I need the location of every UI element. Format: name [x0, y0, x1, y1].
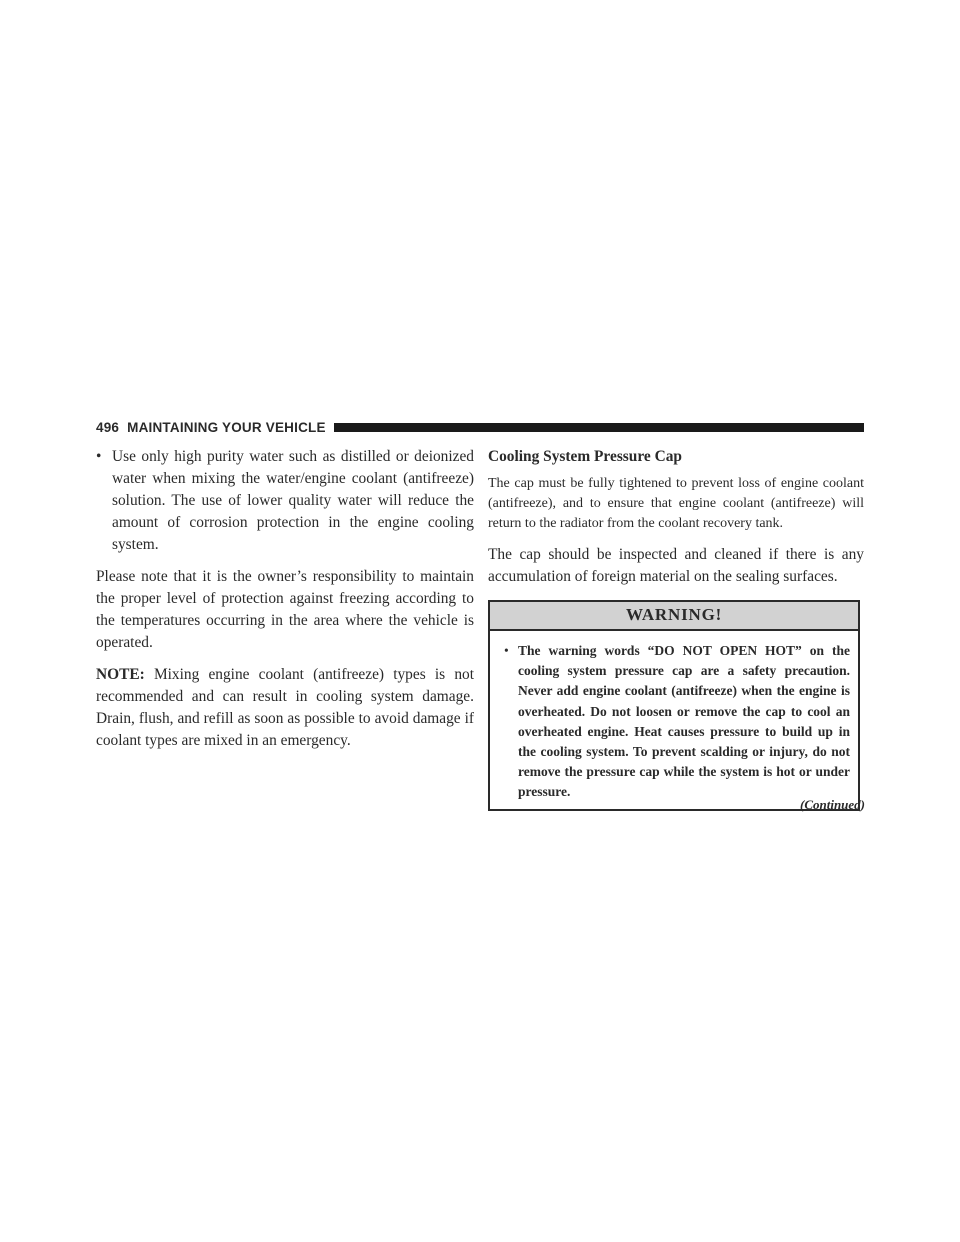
bullet-item	[96, 446, 474, 556]
responsibility-paragraph: Please note that it is the owner’s responsibility to maintain the proper level of protection against freezing according to the temperatures occurring in the area where the vehicle is operated.	[96, 568, 474, 651]
inspect-paragraph: The cap should be inspected and cleaned if there is any accumulation of foreign material on the sealing surfaces.	[488, 546, 864, 585]
bullet-icon: •	[504, 643, 509, 658]
continued-label: (Continued)	[800, 797, 866, 812]
note-paragraph	[96, 664, 474, 752]
bullet-text: Use only high purity water such as distilled or deionized water when mixing the water/engine coolant (antifreeze) solution. The use of lower quality water will reduce the amount of corrosion protection in the engine cooling system.	[112, 448, 474, 553]
bullet-icon: •	[96, 448, 102, 465]
right-column	[488, 446, 864, 811]
section-title: MAINTAINING YOUR VEHICLE	[127, 419, 326, 435]
warning-title: WARNING!	[490, 602, 858, 631]
cap-paragraph: The cap must be fully tightened to prevent loss of engine coolant (antifreeze), and to ensure that engine coolant (antifreeze) will return to the radiator from the coolant recovery tank.	[488, 476, 864, 531]
warning-item	[504, 641, 850, 803]
warning-text: The warning words “DO NOT OPEN HOT” on the cooling system pressure cap are a safety precaution. Never add engine coolant (antifreeze) when the engine is overheated. Do not loosen or remove the cap to cool an overheated engine. Heat causes pressure to build up in the cooling system. To prevent scalding or injury, do not remove the pressure cap while the system is hot or under pressure.	[518, 643, 850, 800]
left-column	[96, 446, 474, 762]
warning-box	[488, 600, 860, 811]
header-rule	[334, 423, 864, 432]
note-text: Mixing engine coolant (antifreeze) types is not recommended and can result in cooling system damage. Drain, flush, and refill as soon as possible to avoid damage if coolant types are mixed in an emergency.	[96, 666, 474, 749]
page-header	[96, 416, 864, 438]
note-label: NOTE:	[96, 666, 145, 683]
page-number: 496	[96, 419, 120, 435]
section-heading: Cooling System Pressure Cap	[488, 448, 682, 465]
warning-body	[490, 631, 858, 809]
